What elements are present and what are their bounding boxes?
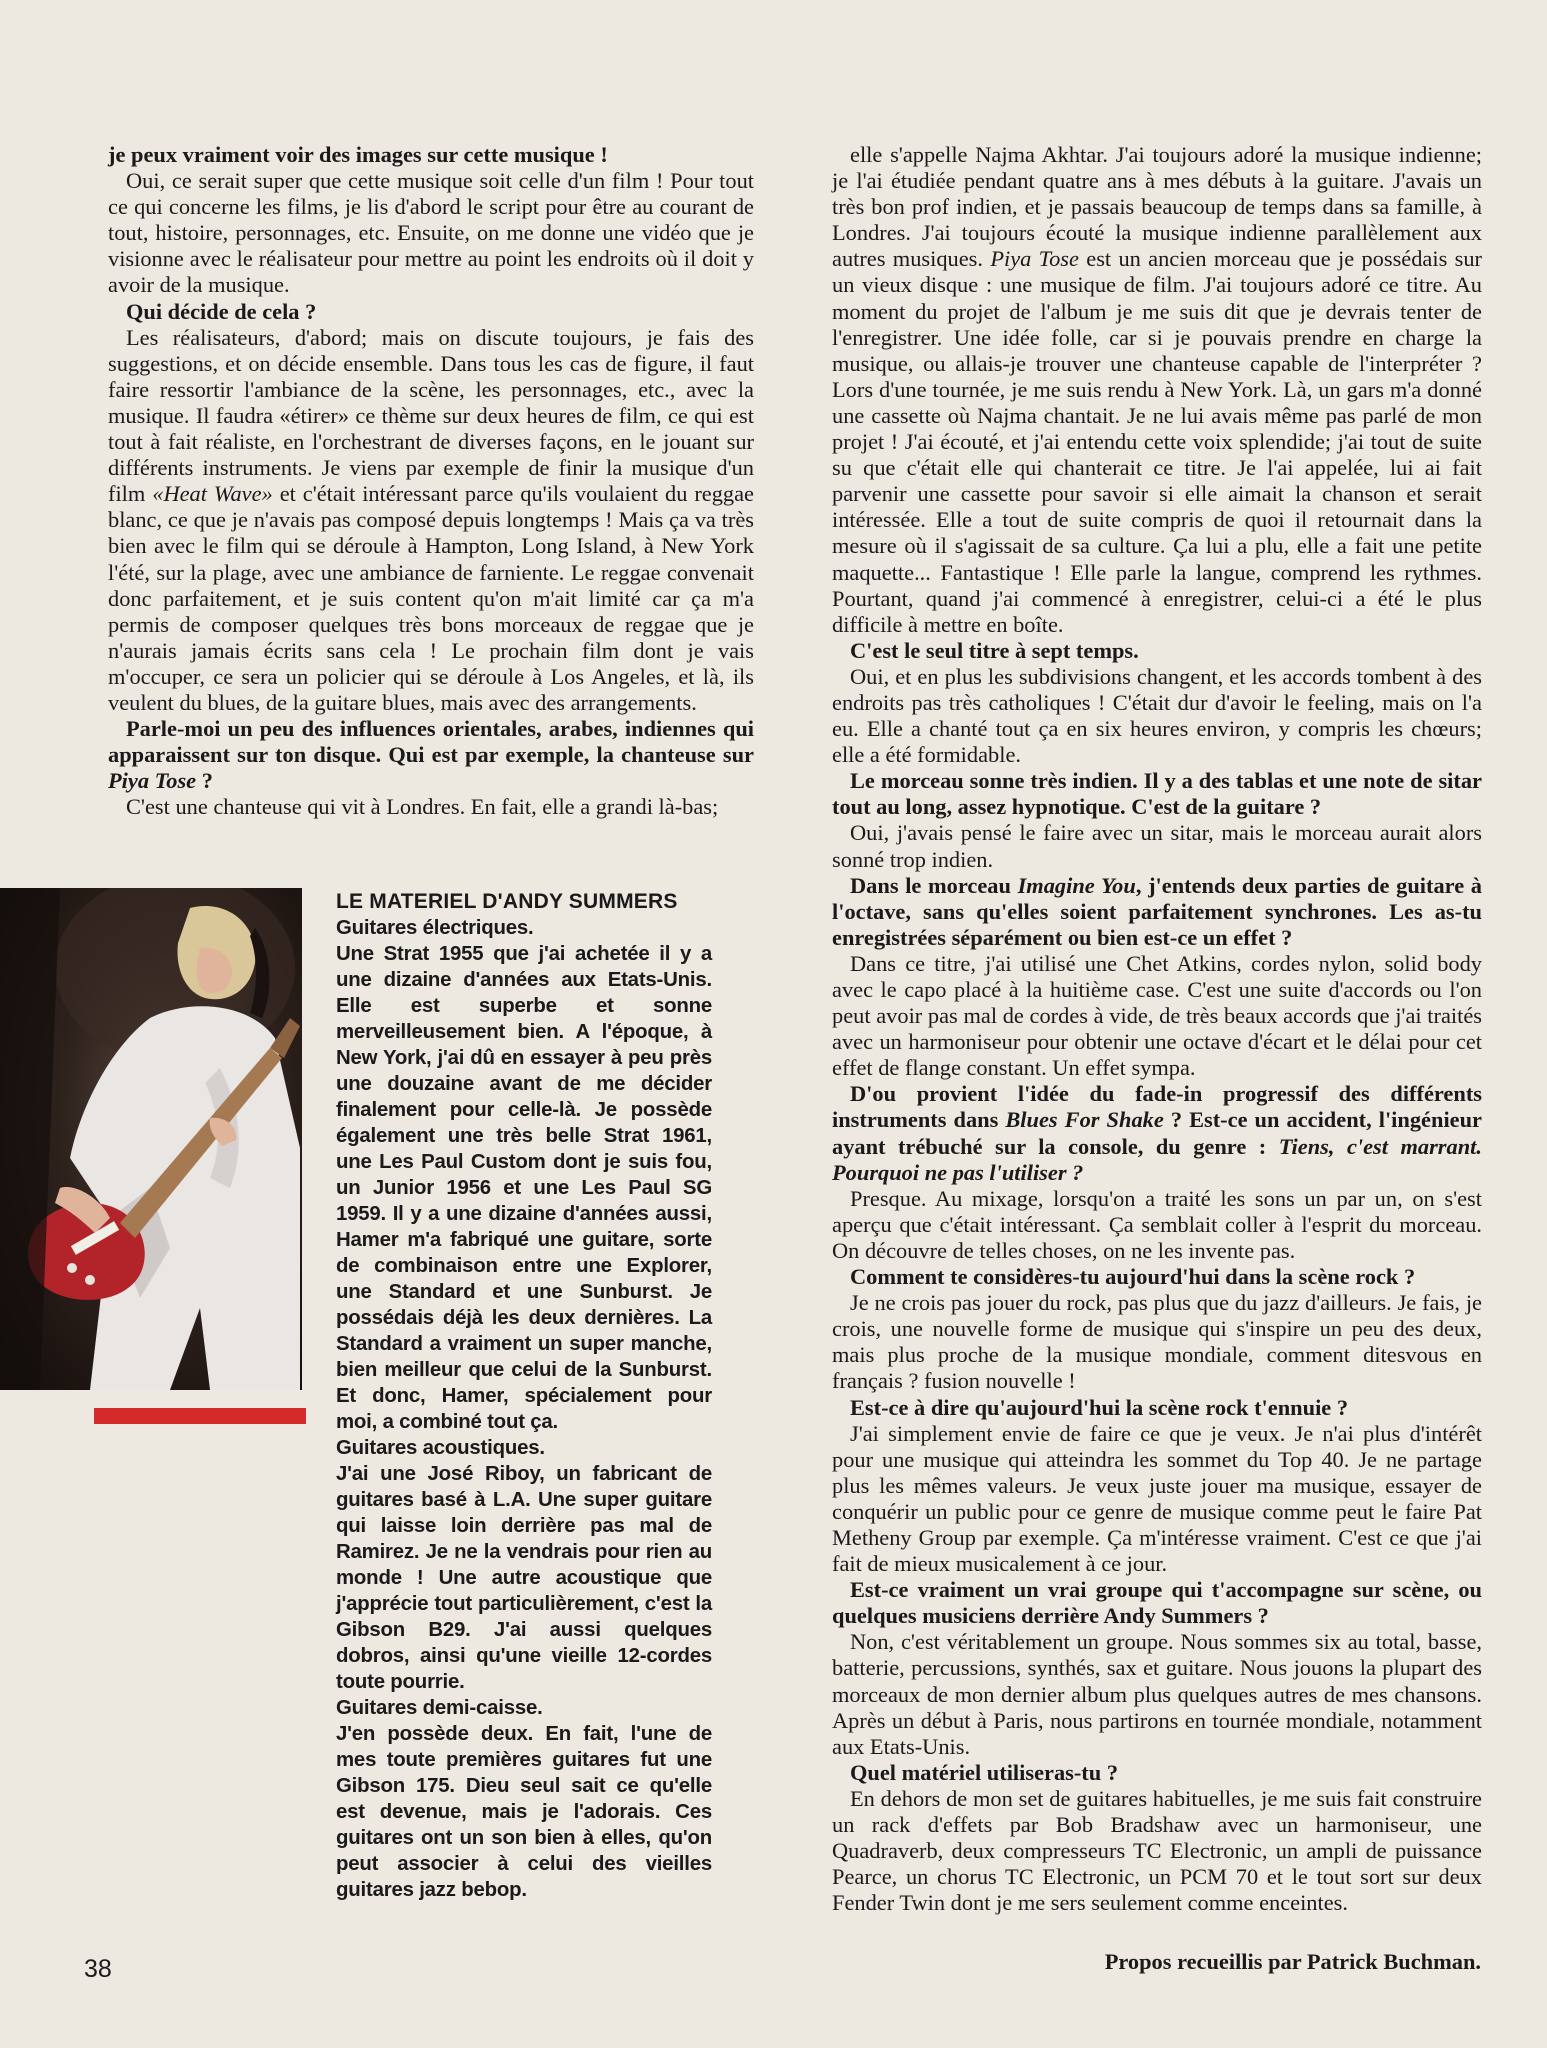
text-run: elle s'appelle Najma Akhtar. J'ai toujours adoré la musique indienne; je l'ai étudiée pendant quatre ans à mes débuts à la guitare. J'avais un très bon prof indien, et je passais beaucoup de temps dans sa famille, à Londres. J'ai toujours écouté la musique indienne parallèlement aux autres musiques. xyxy=(832,142,1482,272)
right-answer xyxy=(832,1186,1482,1264)
sidebar-title: LE MATERIEL D'ANDY SUMMERS xyxy=(336,890,678,913)
right-question: Est-ce à dire qu'aujourd'hui la scène rock t'ennuie ? xyxy=(850,1394,1349,1420)
text-run: est un ancien morceau que je possédais sur un vieux disque : une musique de film. J'ai toujours adoré ce titre. Au moment du projet de l'album je me suis dit que je devrais tenter de l'enregistrer. Une idée folle, car si je pouvais prendre en charge la musique, ou allais-je trouver une chanteuse capable de l'interpréter ? Lors d'une tournée, je me suis rendu à New York. Là, un gars m'a donné une cassette où Najma chantait. Je ne lui avais même pas parlé de mon projet ! J'ai écouté, et j'ai entendu cette voix splendide; j'ai tout de suite su que c'était elle qui chanterait ce titre. Je l'ai appelée, lui ai fait parvenir une cassette pour savoir si elle aimait la chanson et serait intéressée. Elle a tout de suite compris de quoi il retournait dans la mesure où il s'agissait de sa culture. Ça lui a plu, elle a fait une petite maquette... Fantastique ! Elle parle la langue, comprend les rythmes. Pourtant, quand j'ai commencé à enregistrer, celui-ci a été le plus difficile à mettre en boîte. xyxy=(832,246,1482,637)
sidebar-subheading: Guitares demi-caisse. xyxy=(336,1697,543,1719)
text-run: Oui, ce serait super que cette musique soit celle d'un film ! Pour tout ce qui concerne les films, je lis d'abord le script pour être au courant de tout, histoire, personnages, etc. Ensuite, on me donne une vidéo que je visionne avec le réalisateur pour mettre au point les endroits où il doit y avoir de la musique. xyxy=(108,168,754,298)
text-run: , j'entends deux parties de guitare à l'octave, sans qu'elles soient parfaitement synchrones. Les as-tu enregistrées séparément ou bien est-ce un effet ? xyxy=(832,872,1483,950)
text-run: Dans ce titre, j'ai utilisé une Chet Atkins, cordes nylon, solid body avec le capo placé à la huitième case. C'est une suite d'accords ou l'on peut avoir pas mal de cordes à vide, de très beaux accords que j'ai traités avec un harmoniseur pour obtenir une octave d'écart et le délai pour cet effet de flange constant. Un effet sympa. xyxy=(832,950,1482,1081)
left-answer xyxy=(108,168,754,298)
sidebar-paragraph: J'en possède deux. En fait, l'une de mes toute premières guitares fut une Gibson 175. Dieu seul sait ce qu'elle est devenue, mais je l'adorais. Ces guitares ont un son bien à elles, qu'on peut associer à celui des vieilles guitares jazz bebop. xyxy=(336,1723,712,1901)
text-run: Je ne crois pas jouer du rock, pas plus que du jazz d'ailleurs. Je fais, je crois, une nouvelle forme de musique qui s'inspire un peu des deux, mais plus proche de la musique mondiale, comment ditesvous en français ? fusion nouvelle ! xyxy=(832,1290,1482,1394)
text-run: ? Est-ce un accident, l'ingénieur ayant trébuché sur la console, du genre : xyxy=(832,1107,1482,1159)
right-question xyxy=(832,873,1482,951)
author-credit: Propos recueillis par Patrick Buchman. xyxy=(1104,1949,1481,1974)
text-run: Dans le morceau xyxy=(850,872,1018,898)
text-run: C'est une chanteuse qui vit à Londres. En fait, elle a grandi là-bas; xyxy=(126,794,719,820)
red-accent-bar xyxy=(94,1408,306,1424)
right-question: Le morceau sonne très indien. Il y a des tablas et une note de sitar tout au long, assez hypnotique. C'est de la guitare ? xyxy=(832,768,1482,820)
italic-title: «Heat Wave» xyxy=(152,481,273,507)
text-run: Presque. Au mixage, lorsqu'on a traité les sons un par un, on s'est aperçu que c'était intéressant. Ça semblait coller à l'esprit du morceau. On découvre de telles choses, on ne les invente pas. xyxy=(832,1185,1482,1263)
italic-title: Imagine You xyxy=(1017,872,1136,898)
right-answer xyxy=(832,142,1482,638)
text-run: Oui, j'avais pensé le faire avec un sitar, mais le morceau aurait alors sonné trop indien. xyxy=(832,820,1482,872)
right-answer xyxy=(832,1421,1482,1578)
right-question: C'est le seul titre à sept temps. xyxy=(850,637,1139,663)
italic-title: Tiens, c'est marrant. Pourquoi ne pas l'utiliser ? xyxy=(832,1133,1482,1185)
interview-column-right xyxy=(832,142,1482,1916)
left-answer xyxy=(108,794,754,820)
right-question: Quel matériel utiliseras-tu ? xyxy=(850,1759,1119,1785)
text-run: J'ai simplement envie de faire ce que je veux. Je n'ai plus d'intérêt pour une musique qui atteindra les sommet du Top 40. Je ne partage plus les mêmes valeurs. Je veux juste jouer ma musique, essayer de conquérir un public pour ce genre de musique comme peut le faire Pat Metheny Group par exemple. Ça m'intéresse vraiment. C'est ce que j'ai fait de mieux musicalement à ce jour. xyxy=(832,1420,1482,1577)
guitarist-photo xyxy=(0,888,302,1390)
right-question: Est-ce vraiment un vrai groupe qui t'accompagne sur scène, ou quelques musiciens derrière Andy Summers ? xyxy=(832,1577,1482,1629)
text-run: Parle-moi un peu des influences orientales, arabes, indiennes qui apparaissent sur ton disque. Qui est par exemple, la chanteuse sur xyxy=(108,716,754,768)
text-run: Les réalisateurs, d'abord; mais on discute toujours, je fais des suggestions, et on décide ensemble. Dans tous les cas de figure, il faut faire ressortir l'ambiance de la scène, les personnages, etc., avec la musique. Il faudra «étirer» ce thème sur deux heures de film, ce qui est tout à fait réaliste, en l'orchestrant de diverses façons, en le jouant sur différents instruments. Je viens par exemple de finir la musique d'un film xyxy=(108,324,754,507)
italic-title: Blues For Shake xyxy=(1005,1107,1164,1133)
italic-title: Piya Tose xyxy=(108,768,197,794)
equipment-sidebar xyxy=(336,889,712,1903)
page-number: 38 xyxy=(84,1955,112,1983)
right-answer xyxy=(832,664,1482,768)
left-question: je peux vraiment voir des images sur cette musique ! xyxy=(108,142,608,167)
right-answer xyxy=(832,1290,1482,1394)
right-answer xyxy=(832,820,1482,872)
text-run: Oui, et en plus les subdivisions changent, et les accords tombent à des endroits pas très catholiques ! C'était dur d'avoir le feeling, mais on l'a eu. Elle a chanté tout ça en six heures environ, y compris les chœurs; elle a été formidable. xyxy=(832,663,1482,768)
sidebar-paragraph: J'ai une José Riboy, un fabricant de guitares basé à L.A. Une super guitare qui laisse loin derrière pas mal de Ramirez. Je ne la vendrais pour rien au monde ! Une autre acoustique que j'apprécie tout particulièrement, c'est la Gibson B29. J'ai aussi quelques dobros, ainsi qu'une vieille 12-cordes toute pourrie. xyxy=(336,1463,712,1693)
right-answer xyxy=(832,1786,1482,1916)
text-run: D'ou provient l'idée du fade-in progressif des différents instruments dans xyxy=(832,1081,1482,1133)
interview-column-left xyxy=(108,142,754,820)
left-question: Qui décide de cela ? xyxy=(126,298,317,324)
text-run: En dehors de mon set de guitares habituelles, je me suis fait construire un rack d'effets par Bob Bradshaw avec un harmoniseur, une Quadraverb, deux compresseurs TC Electronic, un ampli de puissance Pearce, un chorus TC Electronic, un PCM 70 et le tout sort sur deux Fender Twin dont je me sers seulement comme enceintes. xyxy=(832,1785,1482,1916)
sidebar-paragraph: Une Strat 1955 que j'ai achetée il y a une dizaine d'années aux Etats-Unis. Elle est superbe et sonne merveilleusement bien. A l'époque, à New York, j'ai dû en essayer à peu près une douzaine avant de me décider finalement pour celle-là. Je possède également une très belle Strat 1961, une Les Paul Custom dont je suis fou, un Junior 1956 et une Les Paul SG 1959. Il y a une dizaine d'années aussi, Hamer m'a fabriqué une guitare, sorte de combinaison entre une Explorer, une Standard et une Sunburst. Je possédais déjà les deux dernières. La Standard a vraiment un super manche, bien meilleur que celui de la Sunburst. Et donc, Hamer, spécialement pour moi, a combiné tout ça. xyxy=(336,943,712,1433)
sidebar-subheading: Guitares acoustiques. xyxy=(336,1437,545,1459)
left-question xyxy=(108,716,754,794)
sidebar-subheading: Guitares électriques. xyxy=(336,917,534,939)
guitarist-illustration xyxy=(0,888,302,1390)
right-question xyxy=(832,1081,1482,1185)
text-run: et c'était intéressant parce qu'ils voulaient du reggae blanc, ce que je n'avais pas composé depuis longtemps ! Mais ça va très bien avec le film qui se déroule à Hampton, Long Island, à New York l'été, sur la plage, avec une ambiance de farniente. Le reggae convenait donc parfaitement, et je suis content qu'on m'ait limité car ça m'a permis de composer quelques très bons morceaux de reggae que je n'aurais jamais écrits sans cela ! Le prochain film dont je vais m'occuper, ce sera un policier qui se déroule à Los Angeles, et là, ils veulent du blues, de la guitare blues, mais avec des arrangements. xyxy=(108,481,754,715)
right-question: Comment te considères-tu aujourd'hui dans la scène rock ? xyxy=(850,1264,1416,1290)
sidebar-body xyxy=(336,915,712,1903)
text-run: ? xyxy=(196,768,213,794)
text-run: Non, c'est véritablement un groupe. Nous sommes six au total, basse, batterie, percussions, synthés, sax et guitare. Nous jouons la plupart des morceaux de mon dernier album plus quelques autres de mes chansons. Après un début à Paris, nous partirons en tournée mondiale, notamment aux Etats-Unis. xyxy=(832,1629,1482,1759)
left-answer xyxy=(108,325,754,716)
italic-title: Piya Tose xyxy=(990,246,1079,272)
right-answer xyxy=(832,951,1482,1081)
right-answer xyxy=(832,1629,1482,1759)
